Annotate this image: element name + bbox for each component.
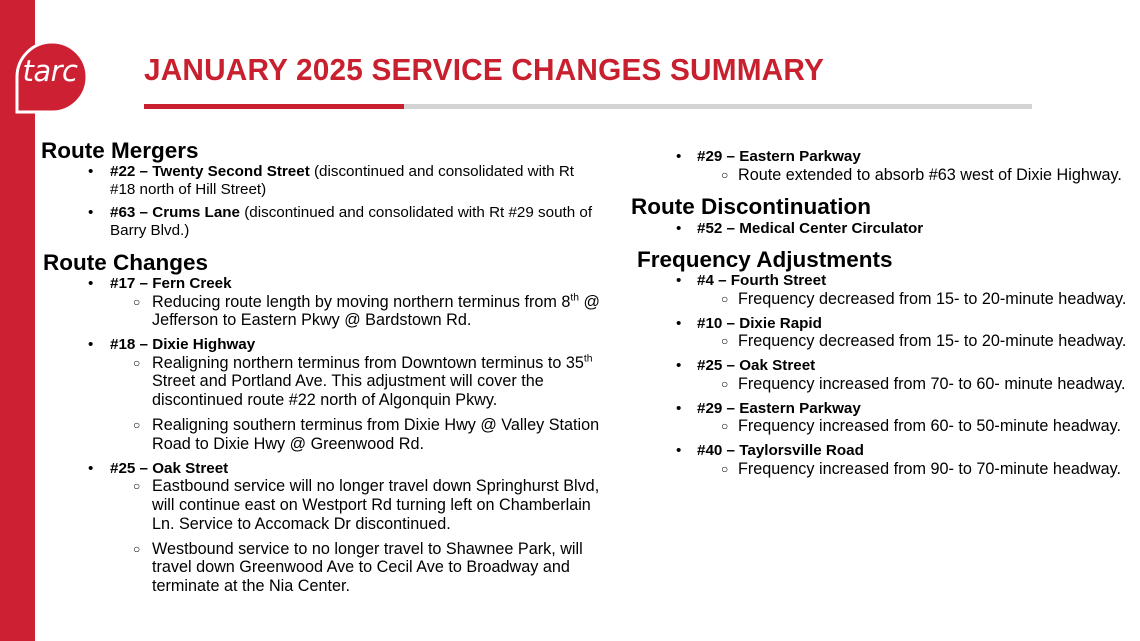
bullet-item bbox=[631, 148, 1140, 166]
bullet-route-label: #29 – Eastern Parkway bbox=[697, 148, 861, 165]
spacer bbox=[631, 184, 1140, 194]
bullet-route-label: #25 – Oak Street bbox=[697, 357, 816, 375]
sub-bullet-text: Route extended to absorb #63 west of Dixie Highway. bbox=[738, 165, 1122, 184]
sub-bullet-text: Frequency decreased from 15- to 20-minute headway. bbox=[738, 332, 1127, 351]
sub-bullet-circle-icon: ○ bbox=[133, 294, 141, 309]
sub-bullet-text: Westbound service to no longer travel to Shawnee Park, will travel down Greenwood Ave to Cecil Ave to Broadway and terminate at the Nia Center. bbox=[152, 539, 583, 596]
bullet-route-detail: (discontinued and consolidated with Rt #18 north of Hill Street) bbox=[110, 163, 575, 198]
sub-bullet-text: Realigning southern terminus from Dixie Hwy @ Valley Station Road to Dixie Hwy @ Greenwood Rd. bbox=[152, 416, 600, 453]
bullet-dot-icon: • bbox=[676, 399, 682, 417]
sub-bullet-item bbox=[631, 460, 1140, 479]
bullet-dot-icon: • bbox=[676, 314, 682, 332]
bullet-dot-icon: • bbox=[676, 272, 682, 290]
tarc-logo-wordmark: tarc bbox=[22, 54, 78, 88]
sub-bullet-circle-icon: ○ bbox=[133, 541, 141, 556]
spacer bbox=[41, 240, 601, 250]
sub-bullet-text: Frequency increased from 90- to 70-minute headway. bbox=[738, 459, 1121, 478]
sub-bullet-item bbox=[631, 375, 1140, 394]
bullet-item bbox=[631, 220, 1140, 238]
sub-bullet-circle-icon: ○ bbox=[721, 419, 729, 434]
slide-title: JANUARY 2025 SERVICE CHANGES SUMMARY bbox=[144, 52, 824, 87]
section-heading: Route Discontinuation bbox=[631, 194, 871, 220]
sub-bullet-item bbox=[41, 540, 601, 596]
bullet-item bbox=[631, 442, 1140, 460]
bullet-dot-icon: • bbox=[88, 163, 94, 181]
bullet-route-label: #40 – Taylorsville Road bbox=[697, 442, 864, 460]
bullet-item bbox=[41, 336, 601, 354]
sub-bullet-circle-icon: ○ bbox=[721, 376, 729, 391]
bullet-dot-icon: • bbox=[88, 336, 94, 354]
bullet-dot-icon: • bbox=[88, 204, 94, 222]
bullet-dot-icon: • bbox=[676, 442, 682, 460]
bullet-item bbox=[41, 460, 601, 478]
bullet-route-detail: (discontinued and consolidated with Rt #29 south of Barry Blvd.) bbox=[110, 204, 593, 240]
sub-bullet-item bbox=[41, 477, 601, 533]
section-heading: Frequency Adjustments bbox=[637, 247, 893, 273]
sub-bullet-text: Realigning northern terminus from Downtown terminus to 35th Street and Portland Ave. This adjustment will cover the discontinued route #22 north of Algonquin Pkwy. bbox=[152, 353, 593, 410]
bullet-route-label: #18 – Dixie Highway bbox=[110, 336, 256, 354]
sub-bullet-item bbox=[631, 166, 1140, 185]
bullet-item bbox=[631, 357, 1140, 375]
right-content-column bbox=[631, 148, 1140, 478]
sub-bullet-circle-icon: ○ bbox=[721, 292, 729, 307]
spacer bbox=[631, 237, 1140, 247]
sub-bullet-circle-icon: ○ bbox=[133, 355, 141, 370]
tarc-logo-shape bbox=[12, 37, 88, 115]
bullet-route-label: #63 – Crums Lane bbox=[110, 204, 240, 222]
sub-bullet-item bbox=[631, 290, 1140, 309]
bullet-route-label: #22 – Twenty Second Street bbox=[110, 163, 310, 181]
sub-bullet-text: Reducing route length by moving northern terminus from 8th @ Jefferson to Eastern Pkwy @ Bardstown Rd. bbox=[152, 292, 600, 330]
sub-bullet-item bbox=[41, 293, 601, 331]
sub-bullet-item bbox=[41, 354, 601, 410]
bullet-route-label: #25 – Oak Street bbox=[110, 459, 229, 477]
bullet-route-label: #29 – Eastern Parkway bbox=[697, 399, 861, 417]
sub-bullet-item bbox=[631, 417, 1140, 436]
tarc-logo bbox=[12, 37, 88, 115]
title-divider-rule bbox=[144, 104, 1032, 109]
bullet-dot-icon: • bbox=[676, 357, 682, 375]
bullet-item bbox=[631, 400, 1140, 418]
bullet-item bbox=[41, 275, 601, 293]
sub-bullet-text: Frequency increased from 60- to 50-minute headway. bbox=[738, 417, 1121, 436]
divider-red-segment bbox=[144, 104, 404, 109]
sub-bullet-circle-icon: ○ bbox=[721, 461, 729, 476]
sub-bullet-circle-icon: ○ bbox=[721, 167, 729, 182]
bullet-item bbox=[41, 163, 601, 198]
section-heading: Route Changes bbox=[43, 249, 209, 275]
sub-bullet-circle-icon: ○ bbox=[133, 479, 141, 494]
sub-bullet-text: Frequency decreased from 15- to 20-minute headway. bbox=[738, 290, 1127, 309]
sub-bullet-item bbox=[41, 416, 601, 454]
bullet-dot-icon: • bbox=[676, 219, 682, 237]
bullet-route-label: #52 – Medical Center Circulator bbox=[697, 219, 924, 237]
sub-bullet-text: Frequency increased from 70- to 60- minute headway. bbox=[738, 374, 1126, 393]
sub-bullet-circle-icon: ○ bbox=[133, 418, 141, 433]
bullet-dot-icon: • bbox=[676, 148, 682, 165]
bullet-item bbox=[631, 272, 1140, 290]
bullet-dot-icon: • bbox=[88, 459, 94, 477]
sub-bullet-item bbox=[631, 332, 1140, 351]
bullet-route-label: #10 – Dixie Rapid bbox=[697, 314, 822, 332]
bullet-dot-icon: • bbox=[88, 274, 94, 292]
section-heading: Route Mergers bbox=[41, 138, 199, 163]
left-content-column bbox=[41, 138, 601, 596]
bullet-route-label: #17 – Fern Creek bbox=[110, 274, 232, 292]
bullet-item bbox=[631, 315, 1140, 333]
divider-grey-segment bbox=[404, 104, 1032, 109]
bullet-route-label: #4 – Fourth Street bbox=[697, 272, 827, 290]
sub-bullet-circle-icon: ○ bbox=[721, 334, 729, 349]
sub-bullet-text: Eastbound service will no longer travel down Springhurst Blvd, will continue east on Westport Rd turning left on Chamberlain Ln. Service to Accomack Dr discontinued. bbox=[152, 477, 600, 533]
bullet-item bbox=[41, 204, 601, 239]
